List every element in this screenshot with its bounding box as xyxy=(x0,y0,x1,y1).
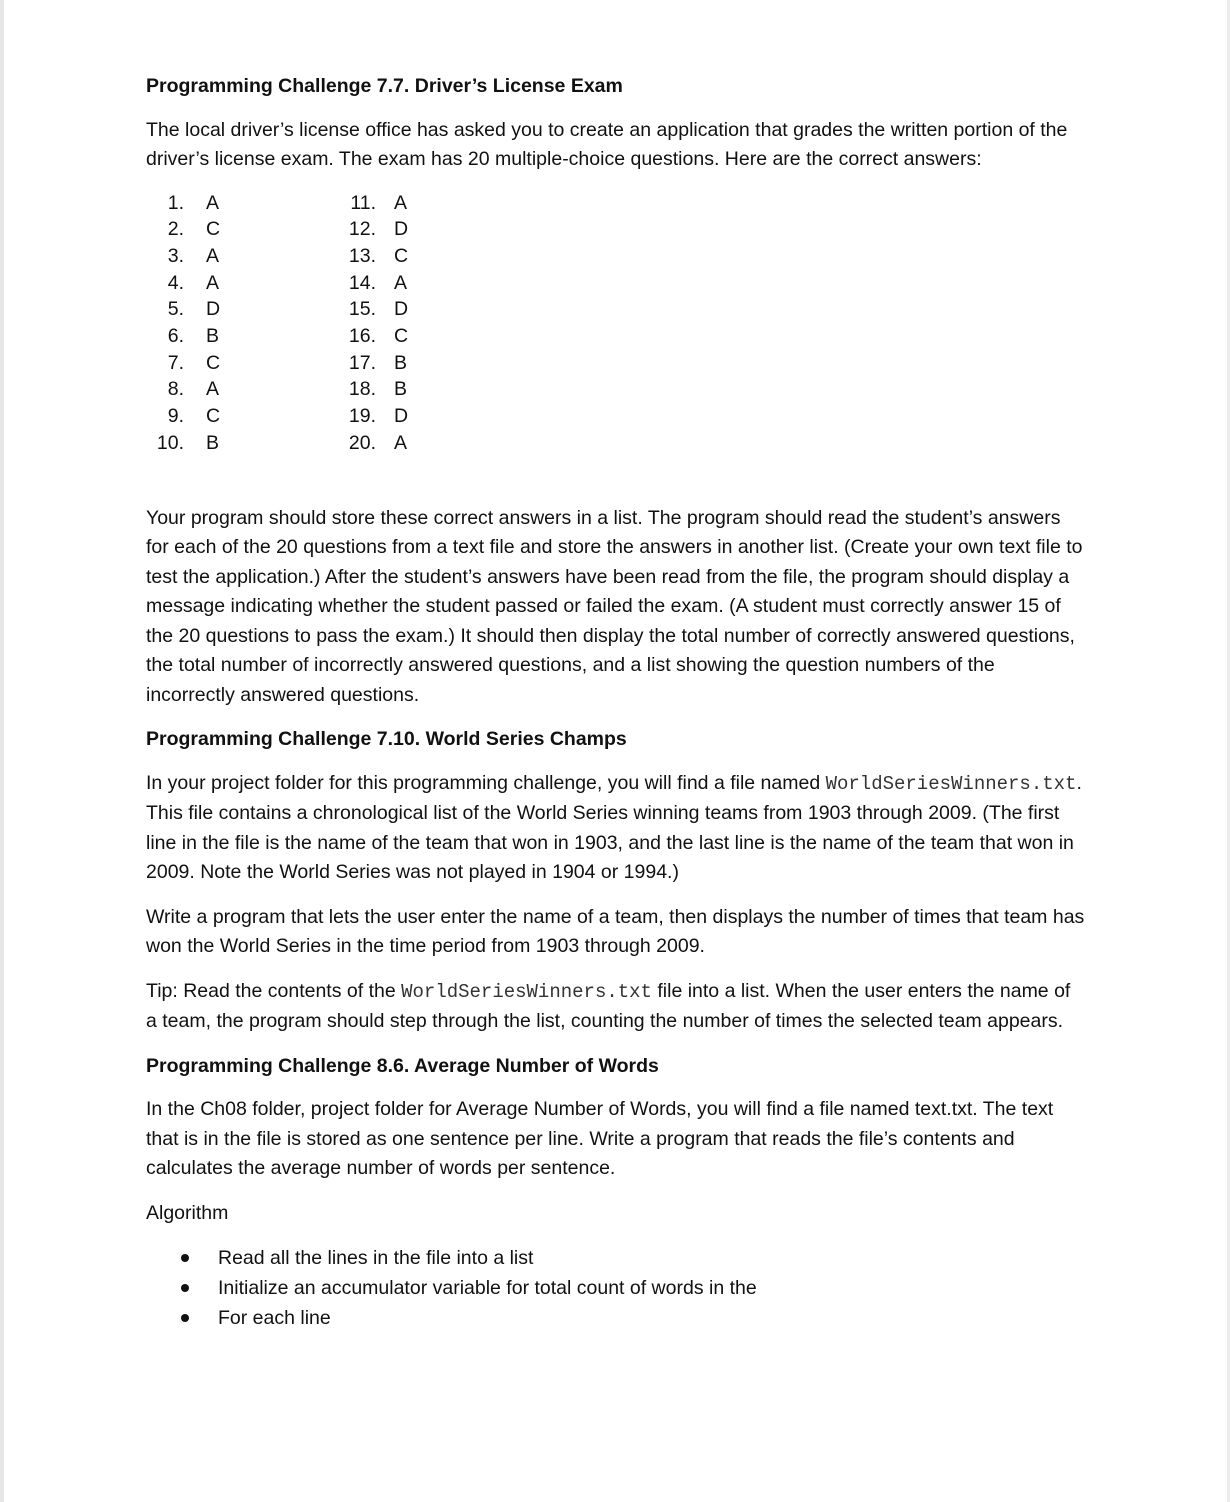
algorithm-label: Algorithm xyxy=(146,1201,229,1224)
answer-letter: C xyxy=(206,405,221,427)
answer-number: 6. xyxy=(167,324,184,347)
answer-number: 14. xyxy=(348,271,376,294)
filename-world-series-winners: WorldSeriesWinners.txt xyxy=(825,772,1077,795)
answer-item xyxy=(146,376,220,403)
algorithm-step-text: Read all the lines in the file into a list xyxy=(218,1247,534,1269)
answer-letter: D xyxy=(394,298,409,321)
answer-item xyxy=(342,376,408,403)
answer-item xyxy=(146,216,220,243)
tip-end: file into a list. When the user enters the name of a team, the program should step through the list, counting the number of times the selected team appears. xyxy=(146,979,1071,1032)
answer-item xyxy=(146,296,220,323)
answer-item xyxy=(146,403,220,430)
answer-number: 7. xyxy=(167,351,184,374)
answer-item xyxy=(146,270,220,297)
tip-start: Tip: Read the contents of the xyxy=(146,979,402,1002)
answer-item xyxy=(342,430,408,457)
answer-number: 9. xyxy=(167,405,184,427)
answer-letter: A xyxy=(206,191,220,214)
answer-letter: B xyxy=(394,351,408,374)
answer-letter: D xyxy=(206,298,221,321)
answer-column-11-20 xyxy=(342,190,408,457)
answer-number: 5. xyxy=(167,298,184,321)
algorithm-step-text: Initialize an accumulator variable for total count of words in the xyxy=(218,1277,757,1299)
world-series-intro-start: In your project folder for this programming challenge, you will find a file named xyxy=(146,771,826,794)
answer-number: 12. xyxy=(348,218,376,241)
answer-item xyxy=(146,323,220,350)
world-series-task: Write a program that lets the user enter the name of a team, then displays the number of times that team has won the World Series in the time period from 1903 through 2009. xyxy=(146,905,1085,957)
answer-letter: A xyxy=(394,191,408,214)
answer-item xyxy=(342,323,408,350)
bullet-icon xyxy=(181,1314,189,1322)
answer-number: 1. xyxy=(167,191,184,214)
answer-number: 19. xyxy=(348,405,376,427)
answer-item xyxy=(342,216,408,243)
filename-world-series-winners-tip: WorldSeriesWinners.txt xyxy=(401,980,652,1003)
answer-item xyxy=(146,190,220,217)
heading-average-number-of-words: Programming Challenge 8.6. Average Number of Words xyxy=(146,1054,659,1077)
drivers-license-intro: The local driver’s license office has asked you to create an application that grades the written portion of the driver’s license exam. The exam has 20 multiple-choice questions. Here are the correct answers: xyxy=(146,118,1068,170)
algorithm-step xyxy=(176,1303,1086,1333)
answer-letter: D xyxy=(394,405,409,427)
average-words-intro: In the Ch08 folder, project folder for Average Number of Words, you will find a file named text.txt. The text that is in the file is stored as one sentence per line. Write a program that reads the file’s contents and calculates the average number of words per sentence. xyxy=(146,1098,1054,1179)
world-series-intro-end: . This file contains a chronological list of the World Series winning teams from 1903 through 2009. (The first line in the file is the name of the team that won in 1903, and the last line is the name of the team that won in 2009. Note the World Series was not played in 1904 or 1994.) xyxy=(146,771,1082,883)
answer-number: 17. xyxy=(348,351,376,374)
answer-number: 8. xyxy=(167,378,184,401)
document-page xyxy=(146,72,1086,1333)
answer-number: 3. xyxy=(167,244,184,267)
heading-drivers-license-exam: Programming Challenge 7.7. Driver’s License Exam xyxy=(146,75,623,97)
world-series-tip xyxy=(146,977,1086,1037)
answer-number: 11. xyxy=(350,191,376,214)
answer-item xyxy=(146,430,220,457)
answer-item xyxy=(342,296,408,323)
answer-item xyxy=(342,350,408,377)
answer-item xyxy=(342,243,408,270)
answer-item xyxy=(146,243,220,270)
drivers-license-body: Your program should store these correct answers in a list. The program should read the student’s answers for each of the 20 questions from a text file and store the answers in another list. (Create your own text file to test the application.) After the student’s answers have been read from the file, the program should display a message indicating whether the student passed or failed the exam. (A student must correctly answer 15 of the 20 questions to pass the exam.) It should then display the total number of correctly answered questions, the total number of incorrectly answered questions, and a list showing the question numbers of the incorrectly answered questions. xyxy=(146,506,1083,706)
answer-number: 10. xyxy=(156,431,184,454)
answer-letter: C xyxy=(394,324,409,347)
answer-number: 20. xyxy=(348,431,376,454)
answer-letter: B xyxy=(206,431,220,454)
answer-item xyxy=(342,270,408,297)
bullet-icon xyxy=(181,1284,189,1292)
answer-number: 4. xyxy=(167,271,184,294)
answer-letter: A xyxy=(394,431,408,454)
answer-letter: A xyxy=(394,271,408,294)
answer-number: 15. xyxy=(348,298,376,321)
algorithm-step xyxy=(176,1243,1086,1273)
heading-world-series-champs: Programming Challenge 7.10. World Series Champs xyxy=(146,728,627,750)
answer-letter: A xyxy=(206,271,220,294)
algorithm-step xyxy=(176,1273,1086,1303)
answer-letter: D xyxy=(394,218,409,241)
answer-letter: C xyxy=(394,244,409,267)
answer-letter: B xyxy=(206,324,220,347)
answer-column-1-10 xyxy=(146,190,220,457)
answer-number: 18. xyxy=(348,378,376,401)
answer-letter: C xyxy=(206,218,221,241)
answer-item xyxy=(342,190,408,217)
answer-number: 16. xyxy=(348,324,376,347)
answer-number: 2. xyxy=(167,218,184,241)
world-series-intro xyxy=(146,769,1086,888)
answer-key xyxy=(146,190,1086,490)
page-left-edge xyxy=(0,0,4,1502)
answer-letter: A xyxy=(206,378,220,401)
answer-letter: C xyxy=(206,351,221,374)
answer-letter: B xyxy=(394,378,408,401)
answer-number: 13. xyxy=(348,244,376,267)
answer-item xyxy=(146,350,220,377)
algorithm-step-text: For each line xyxy=(218,1307,331,1329)
answer-letter: A xyxy=(206,244,220,267)
algorithm-steps xyxy=(146,1243,1086,1333)
bullet-icon xyxy=(181,1254,189,1262)
answer-item xyxy=(342,403,408,430)
